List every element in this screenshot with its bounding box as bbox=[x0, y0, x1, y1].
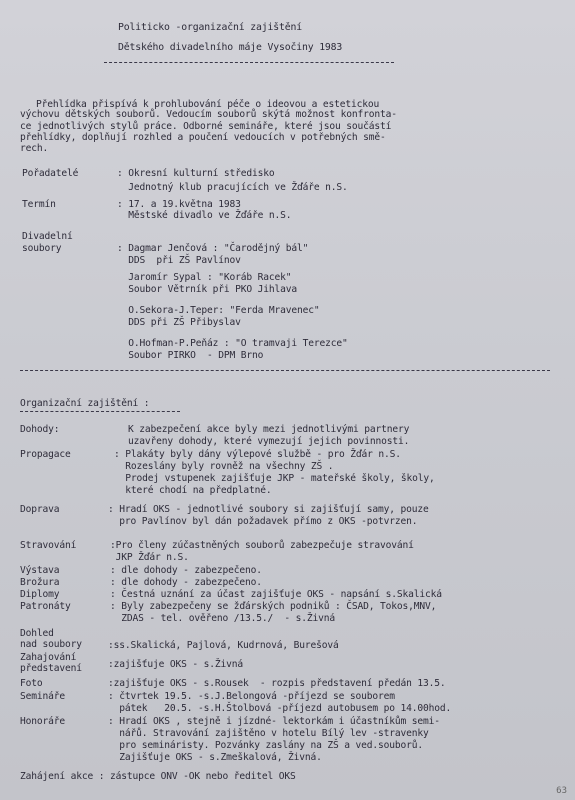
org-section-title: Organizační zajištění : bbox=[20, 398, 150, 409]
row-line: : dle dohody - zabezpečeno. bbox=[110, 577, 262, 588]
row-line: : Byly zabezpečeny se žďárských podniků : ČSAD, Tokos,MNV, bbox=[110, 601, 437, 612]
row-line: ZDAS - tel. ověřeno /13.5./ - s.Živná bbox=[110, 613, 336, 624]
term-line: Městské divadlo ve Žďáře n.S. bbox=[117, 210, 292, 221]
intro-line: rech. bbox=[20, 143, 49, 154]
intro-line: přehlídky, doplňují rozhled a poučení vedoucích v potřebných smě- bbox=[20, 132, 386, 143]
row-line: :ss.Skalická, Pajlová, Kudrnová, Burešová bbox=[108, 640, 339, 651]
row-label: Foto bbox=[20, 678, 43, 689]
intro-line: ce jednotlivých stylů práce. Odborné semináře, které jsou součástí bbox=[20, 121, 392, 132]
organizers-label: Pořadatelé bbox=[22, 168, 79, 179]
row-label: Patronáty bbox=[20, 601, 71, 612]
title-line-1: Politicko -organizační zajištění bbox=[118, 22, 302, 33]
ensemble-line: Soubor PIRKO - DPM Brno bbox=[117, 350, 264, 361]
page-number: 63 bbox=[556, 786, 567, 796]
row-line: Zajišťuje OKS - s.Zmeškalová, Živná. bbox=[108, 752, 322, 763]
opening-line: Zahájení akce : zástupce ONV -OK nebo ředitel OKS bbox=[20, 771, 296, 782]
row-line: Prodej vstupenek zajišťuje JKP - mateřské školy, školy, bbox=[114, 473, 435, 484]
row-line: K zabezpečení akce byly mezi jednotlivými partnery bbox=[128, 424, 410, 435]
row-line: které chodí na předplatné. bbox=[114, 485, 272, 496]
intro-line: Přehlídka přispívá k prohlubování péče o ideovou a estetickou bbox=[36, 99, 380, 110]
row-line: pro Pavlínov byl dán požadavek přímo z OKS -potvrzen. bbox=[108, 516, 418, 527]
section-divider bbox=[20, 370, 550, 371]
intro-line: výchovu dětských souborů. Vedoucím souborů skýtá možnost konfronta- bbox=[20, 109, 397, 120]
row-line: :zajišťuje OKS - s.Živná bbox=[108, 659, 244, 670]
organizers-line: Jednotný klub pracujících ve Žďáře n.S. bbox=[117, 182, 348, 193]
row-line: : Čestná uznání za účast zajišťuje OKS - napsání s.Skalická bbox=[110, 589, 442, 600]
term-label: Termín bbox=[22, 199, 56, 210]
ensemble-line: Soubor Větrník při PKO Jihlava bbox=[117, 284, 298, 295]
row-line: : Hradí OKS , stejně i jízdné- lektorkám i účastníkům semi- bbox=[108, 716, 440, 727]
row-line: : dle dohody - zabezpečeno. bbox=[110, 565, 262, 576]
row-label: Semináře bbox=[20, 691, 66, 702]
ensemble-line: O.Sekora-J.Teper: "Ferda Mravenec" bbox=[117, 305, 320, 316]
row-line: : Plakáty byly dány výlepové službě - pro Žďár n.S. bbox=[114, 449, 401, 460]
row-label: Dohled nad soubory bbox=[20, 628, 82, 650]
row-line: Rozeslány byly rovněž na všechny ZŠ . bbox=[114, 461, 334, 472]
row-label: Brožura bbox=[20, 577, 60, 588]
term-line: : 17. a 19.května 1983 bbox=[117, 199, 241, 210]
row-line: : Hradí OKS - jednotlivé soubory si zajišťují samy, pouze bbox=[108, 504, 429, 515]
row-label: Diplomy bbox=[20, 589, 60, 600]
org-title-underline bbox=[20, 411, 180, 412]
row-line: :zajišťuje OKS - s.Rousek - rozpis představení předán 13.5. bbox=[108, 678, 446, 689]
row-label: Zahajování představení bbox=[20, 652, 82, 674]
ensemble-line: DDS při ZŠ Pavlínov bbox=[117, 255, 241, 266]
title-line-2: Dětského divadelního máje Vysočiny 1983 bbox=[118, 42, 343, 53]
row-line: : čtvrtek 19.5. -s.J.Belongová -příjezd se souborem bbox=[108, 691, 395, 702]
row-label: Stravování bbox=[20, 540, 77, 551]
ensembles-label: Divadelní bbox=[22, 231, 73, 242]
row-label: Doprava bbox=[20, 504, 60, 515]
title-underline bbox=[104, 62, 394, 63]
row-label: Honoráře bbox=[20, 716, 66, 727]
row-label: Dohody: bbox=[20, 424, 60, 435]
row-line: nářů. Stravování zajištěno v hotelu Bílý lev -stravenky bbox=[108, 728, 429, 739]
row-label: Propagace bbox=[20, 449, 71, 460]
row-line: JKP Žďár n.S. bbox=[110, 552, 189, 563]
ensemble-line: : Dagmar Jenčová : "Čarodějný bál" bbox=[117, 243, 309, 254]
row-line: pátek 20.5. -s.H.Štolbová -příjezd autobusem po 14.00hod. bbox=[108, 703, 452, 714]
row-line: uzavřeny dohody, které vymezují jejich povinnosti. bbox=[128, 436, 410, 447]
organizers-line: : Okresní kulturní středisko bbox=[117, 168, 275, 179]
row-line: pro semináristy. Pozvánky zaslány na ZŠ a ved.souborů. bbox=[108, 740, 424, 751]
row-label: Výstava bbox=[20, 565, 60, 576]
ensemble-line: O.Hofman-P.Peňáz : "O tramvaji Terezce" bbox=[117, 338, 348, 349]
ensemble-line: DDS při ZŠ Přibyslav bbox=[117, 317, 241, 328]
ensemble-line: Jaromír Sypal : "Koráb Racek" bbox=[117, 272, 292, 283]
ensembles-label: soubory bbox=[22, 243, 62, 254]
row-line: :Pro členy zúčastněných souborů zabezpečuje stravování bbox=[110, 540, 414, 551]
